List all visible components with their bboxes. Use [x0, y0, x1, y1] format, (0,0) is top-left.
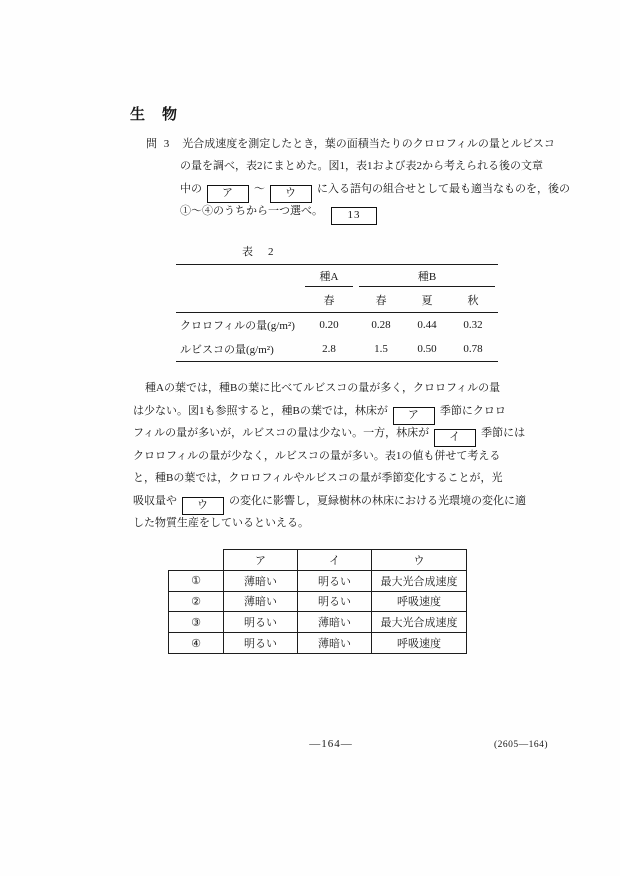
option-cell-a: 明るい	[224, 612, 298, 633]
question-text-3b: に入る語句の組合せとして最も適当なものを，後の	[317, 182, 570, 195]
question-text-tilde: ～	[254, 182, 265, 195]
question-line-1	[146, 133, 566, 155]
option-cell-u: 呼吸速度	[372, 591, 467, 612]
option-cell-i: 薄暗い	[298, 633, 372, 654]
print-code: (2605—164)	[494, 740, 549, 750]
options-header-i: イ	[298, 550, 372, 571]
options-header-spacer	[169, 550, 224, 571]
question-text-4: ①～④のうちから一つ選べ。	[180, 205, 323, 218]
table2	[176, 264, 498, 362]
passage-text-4: クロロフィルの量が少なく，ルビスコの量が多い。表1の値も併せて考える	[133, 449, 501, 462]
passage-line-2	[133, 400, 553, 423]
table2-season-b-spring: 春	[375, 295, 387, 307]
option-number: ①	[169, 570, 224, 591]
passage-text-6a: 吸収量や	[133, 494, 177, 507]
table2-caption: 表 2	[242, 246, 276, 258]
table2-cell: 1.5	[374, 343, 388, 355]
passage-line-4	[133, 445, 553, 468]
question-line-2	[146, 155, 566, 177]
table2-cell: 0.50	[417, 343, 437, 355]
table2-group-species-a	[302, 268, 356, 287]
options-header-row	[169, 550, 467, 571]
passage-line-3	[133, 422, 553, 445]
option-cell-i: 明るい	[298, 570, 372, 591]
option-cell-u: 最大光合成速度	[372, 612, 467, 633]
passage-text-2b: 季節にクロロ	[439, 404, 506, 417]
blank-box-u: ウ	[182, 497, 224, 515]
passage-text-1: 種Aの葉では，種Bの葉に比べてルビスコの量が多く，クロロフィルの量	[145, 382, 501, 394]
blank-box-a: ア	[207, 185, 249, 203]
passage-line-7	[133, 512, 553, 535]
question-number-label: 問 3	[146, 138, 172, 150]
option-row-3	[169, 612, 467, 633]
table2-cell: 0.28	[371, 319, 391, 331]
passage-text-7: した物質生産をしているといえる。	[133, 517, 309, 529]
option-row-4	[169, 633, 467, 654]
table2-season-header-row	[176, 288, 498, 313]
blank-box-a: ア	[393, 407, 435, 425]
table2-row-label: クロロフィルの量(g/m²)	[180, 320, 295, 332]
table2-row-label: ルビスコの量(g/m²)	[180, 344, 274, 356]
table2-cell: 0.20	[319, 319, 339, 331]
table2-season-b-summer: 夏	[421, 295, 433, 307]
table2-season-a-spring: 春	[323, 295, 335, 307]
table2-cell: 0.32	[463, 319, 483, 331]
subject-heading: 生 物	[130, 107, 179, 123]
option-number: ②	[169, 591, 224, 612]
table2-group-species-b	[356, 268, 498, 287]
blank-box-u: ウ	[270, 185, 312, 203]
table2-group-species-b-label: 種B	[359, 268, 495, 287]
passage-line-5	[133, 467, 553, 490]
option-cell-a: 薄暗い	[224, 570, 298, 591]
option-row-2	[169, 591, 467, 612]
option-cell-u: 最大光合成速度	[372, 570, 467, 591]
passage-text-2a: は少ない。図1も参照すると，種Bの葉では，林床が	[133, 404, 388, 417]
option-number: ③	[169, 612, 224, 633]
answer-number-box: 13	[331, 207, 377, 225]
passage-line-1	[133, 377, 553, 400]
question-line-4	[146, 200, 566, 222]
passage-block	[133, 377, 553, 535]
option-cell-u: 呼吸速度	[372, 633, 467, 654]
option-number: ④	[169, 633, 224, 654]
option-row-1	[169, 570, 467, 591]
table2-cell: 0.44	[417, 319, 437, 331]
options-table	[168, 549, 467, 654]
table2-cell: 2.8	[322, 343, 336, 355]
table2-group-species-a-label: 種A	[305, 268, 353, 287]
page-number: —164—	[309, 738, 353, 750]
question-block	[146, 133, 570, 223]
table2-cell: 0.78	[463, 343, 483, 355]
table2-row-rubisco	[176, 337, 498, 361]
question-text-1: 光合成速度を測定したとき，葉の面積当たりのクロロフィルの量とルビスコ	[182, 138, 555, 150]
question-text-3a: 中の	[180, 182, 202, 195]
question-text-2: の量を調べ，表2にまとめた。図1，表1および表2から考えられる後の文章	[180, 160, 543, 173]
passage-text-5: と，種Bの葉では，クロロフィルやルビスコの量が季節変化することが，光	[133, 472, 503, 484]
table2-season-b-autumn: 秋	[467, 295, 479, 307]
option-cell-a: 薄暗い	[224, 591, 298, 612]
option-cell-i: 明るい	[298, 591, 372, 612]
question-line-3	[146, 178, 570, 200]
table2-section	[176, 244, 498, 362]
passage-text-6b: の変化に影響し，夏緑樹林の林床における光環境の変化に適	[229, 494, 526, 507]
passage-text-3b: 季節には	[481, 427, 526, 439]
option-cell-i: 薄暗い	[298, 612, 372, 633]
option-cell-a: 明るい	[224, 633, 298, 654]
passage-text-3a: フィルの量が多いが，ルビスコの量は少ない。一方，林床が	[133, 427, 430, 439]
blank-box-i: イ	[434, 429, 476, 447]
table2-group-header-row	[176, 265, 498, 288]
passage-line-6	[133, 490, 553, 513]
options-header-u: ウ	[372, 550, 467, 571]
table2-row-chlorophyll	[176, 313, 498, 337]
options-header-a: ア	[224, 550, 298, 571]
